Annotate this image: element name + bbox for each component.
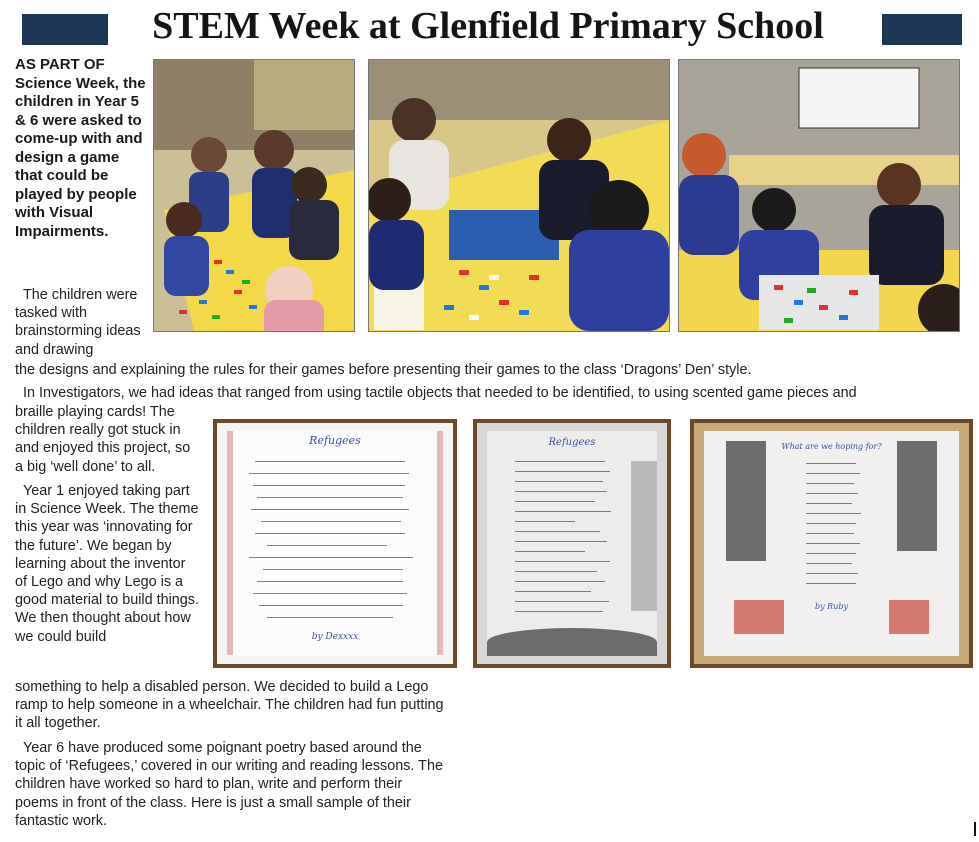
page-title: STEM Week at Glenfield Primary School: [152, 5, 824, 47]
lead-paragraph: AS PART OF Science Week, the children in Year 5 & 6 were asked to come-up with and design a game that could be played by people with Visual Impairments.: [15, 56, 146, 240]
lego-photo-2: [368, 59, 670, 332]
poem-3-title: What are we hoping for?: [781, 442, 882, 451]
header-right-accent: [882, 14, 962, 45]
lego-photo-3: [678, 59, 960, 332]
poem-2-title: Refugees: [548, 437, 596, 448]
poem-1-paper: [227, 431, 443, 656]
paragraph-4: Year 6 have produced some poignant poetry based around the topic of ‘Refugees,’ covered in our writing and reading lessons. The children have worked so hard to plan, write and perform their poems in front of the class. Here is just a small sample of their fantastic work.: [15, 740, 443, 829]
photo-children-lego-icon: [679, 60, 959, 331]
paragraph-2-start: In Investigators, we had ideas that ranged from using tactile objects that needed to be identified, to using scented game pieces and: [23, 385, 857, 401]
paragraph-3-end: something to help a disabled person. We decided to build a Lego ramp to help someone in a wheelchair. The children had fun putting it all together.: [15, 679, 444, 732]
poem-2: [473, 419, 671, 668]
paragraph-3-start: Year 1 enjoyed taking part in Science Week. The theme this year was ‘innovating for the future’. We began by learning about the inventor of Lego and why Lego is a good material to build things. We then thought about how we could build: [15, 483, 199, 645]
poem-3-signature: by Ruby: [815, 602, 848, 611]
poem-2-paper: [487, 431, 657, 656]
poem-1-signature: by Dexxxx: [311, 632, 359, 642]
poem-1: [213, 419, 457, 668]
paragraph-1-start: The children were tasked with brainstorming ideas and drawing: [15, 287, 141, 358]
header-bar: [0, 0, 979, 58]
poem-3-paper: [704, 431, 959, 656]
text-cursor: [974, 822, 976, 836]
lego-photo-1: [153, 59, 355, 332]
paragraph-2-end: braille playing cards! The children really got stuck in and enjoyed this project, so a big ‘well done’ to all.: [15, 404, 191, 475]
photo-children-lego-icon: [369, 60, 669, 331]
poem-3: [690, 419, 973, 668]
paragraph-1-end: the designs and explaining the rules for their games before presenting their games to the class ‘Dragons’ Den’ style.: [15, 362, 752, 378]
photo-children-lego-icon: [154, 60, 354, 331]
header-left-accent: [22, 14, 108, 45]
poem-1-title: Refugees: [309, 434, 361, 447]
